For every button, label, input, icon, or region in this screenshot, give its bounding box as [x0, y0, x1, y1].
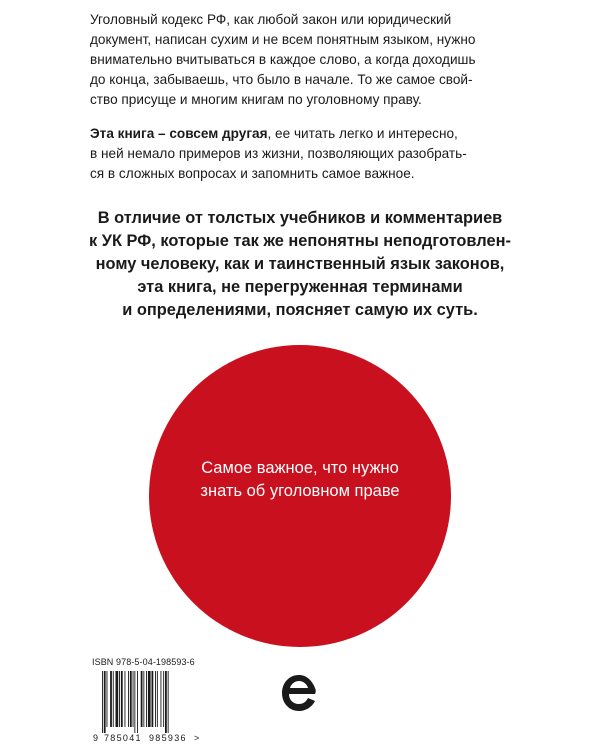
barcode-bar	[107, 671, 108, 727]
description-paragraph-1	[90, 10, 520, 110]
lead-line: В отличие от толстых учебников и комментариев	[97, 209, 503, 227]
barcode-bar	[141, 671, 143, 727]
publisher-logo-icon	[276, 670, 322, 716]
barcode	[90, 669, 202, 745]
barcode-bar	[102, 671, 103, 733]
lead-line: эта книга, не перегруженная терминами	[137, 278, 463, 296]
barcode-bar	[119, 671, 120, 727]
barcode-bar	[110, 671, 112, 727]
barcode-bar	[148, 671, 151, 727]
text-line: до конца, забываешь, что было в начале. То же самое свой-	[90, 72, 473, 87]
isbn-label: ISBN 978-5-04-198593-6	[92, 657, 195, 667]
barcode-bar	[121, 671, 123, 727]
barcode-bar	[116, 671, 119, 727]
barcode-bar	[137, 671, 138, 733]
barcode-bar	[161, 671, 162, 727]
barcode-digit-first: 9	[93, 733, 99, 743]
barcode-digits-right: 985936	[149, 733, 187, 743]
text-line: ство присуще и многим книгам по уголовному праву.	[90, 92, 422, 107]
barcode-bar	[133, 671, 134, 727]
barcode-bar	[165, 671, 167, 733]
lead-line: и определениями, поясняет самую их суть.	[122, 301, 478, 319]
barcode-digits-left: 785041	[104, 733, 142, 743]
barcode-bar	[143, 671, 144, 727]
barcode-bar	[163, 671, 164, 727]
tagline-line: Самое важное, что нужно	[201, 459, 399, 477]
red-circle	[149, 345, 451, 647]
lead-line: к УК РФ, которые так же непонятны неподготовлен-	[89, 232, 511, 250]
description-block	[90, 10, 520, 184]
lead-statement	[0, 207, 600, 322]
barcode-bar	[152, 671, 154, 727]
barcode-bar	[125, 671, 126, 727]
barcode-bar	[155, 671, 156, 727]
tagline-line: знать об уголовном праве	[200, 482, 400, 500]
barcode-bar	[113, 671, 114, 727]
text-line	[90, 124, 520, 144]
barcode-bar	[168, 671, 169, 733]
text-line: в ней немало примеров из жизни, позволяющих разобрать-	[90, 146, 467, 161]
barcode-bar	[104, 671, 106, 733]
description-paragraph-2	[90, 124, 520, 184]
text-line: внимательно вчитываться в каждое слово, а когда доходишь	[90, 52, 476, 67]
text-line: ся в сложных вопросах и запомнить самое важное.	[90, 166, 415, 181]
circle-tagline	[149, 457, 451, 503]
text-line: документ, написан сухим и не всем понятным языком, нужно	[90, 32, 476, 47]
barcode-bar	[134, 671, 135, 733]
barcode-bar	[157, 671, 158, 727]
lead-line: ному человеку, как и таинственный язык законов,	[95, 255, 505, 273]
text-line: Уголовный кодекс РФ, как любой закон или юридический	[90, 12, 452, 27]
barcode-bar	[146, 671, 147, 727]
highlight-text: Эта книга – совсем другая	[90, 126, 268, 141]
barcode-bar	[128, 671, 129, 727]
barcode-end-mark: >	[194, 733, 200, 743]
barcode-bar	[130, 671, 132, 727]
text-fragment: , ее читать легко и интересно,	[267, 126, 458, 141]
